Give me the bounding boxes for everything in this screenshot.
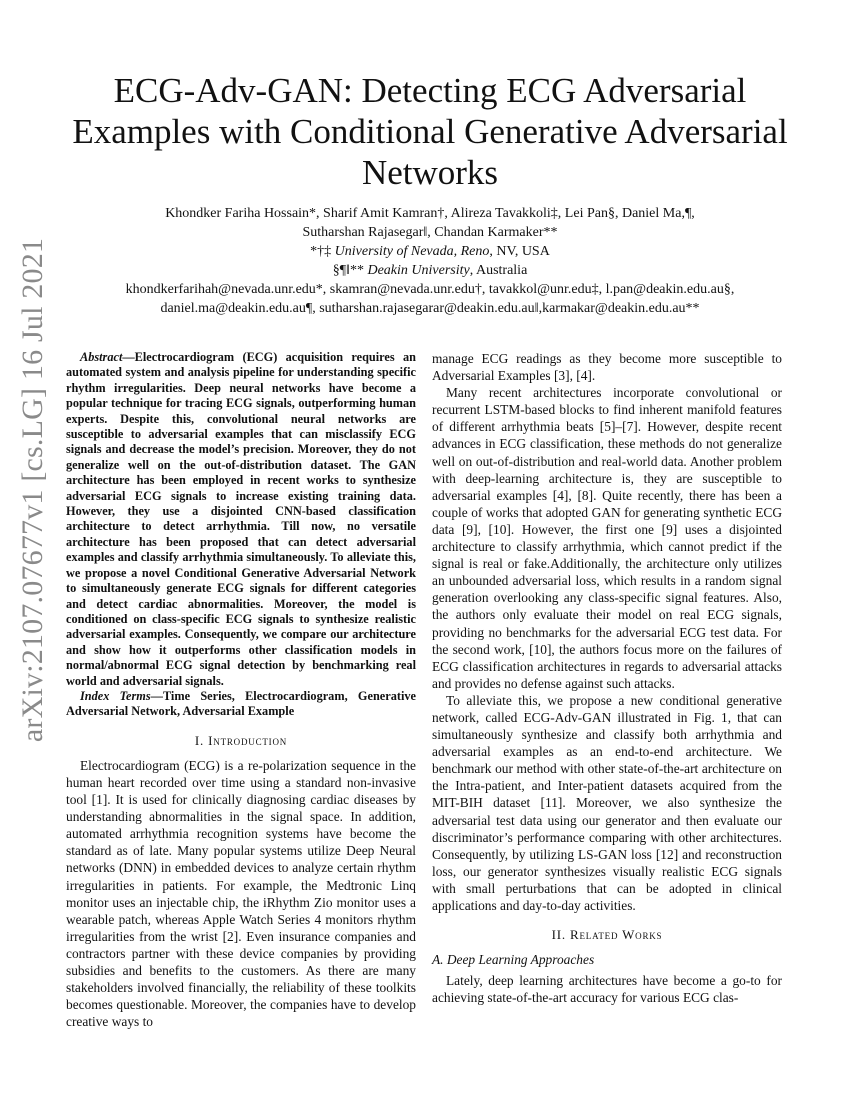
- abstract: [66, 350, 416, 689]
- intro-paragraph-1-continued: manage ECG readings as they become more susceptible to Adversarial Examples [3], [4].: [432, 351, 782, 384]
- left-column: [66, 350, 416, 1030]
- emails-line-1: khondkerfarihah@nevada.unr.edu*, skamran@nevada.unr.edu†, tavakkol@unr.edu‡, l.pan@deakin.edu.au§,: [125, 282, 735, 297]
- paper-title: ECG-Adv-GAN: Detecting ECG Adversarial Examples with Conditional Generative Adversarial Networks: [72, 71, 788, 192]
- index-terms-label: Index Terms: [80, 688, 151, 703]
- author-block: [70, 204, 790, 318]
- abstract-label: Abstract: [80, 350, 123, 364]
- affiliation-1-marks: *†‡: [310, 244, 332, 259]
- arxiv-id-text: arXiv:2107.07677v1 [cs.LG] 16 Jul 2021: [16, 237, 49, 743]
- subsection-heading-deep-learning: A. Deep Learning Approaches: [432, 952, 595, 968]
- affiliation-1: [70, 242, 790, 261]
- authors-line-2: Sutharshan Rajasegar‖, Chandan Karmaker**: [302, 225, 558, 240]
- authors-line-1: Khondker Fariha Hossain*, Sharif Amit Kamran†, Alireza Tavakkoli‡, Lei Pan§, Daniel Ma,¶,: [165, 206, 695, 221]
- affiliation-2-marks: §¶‖**: [332, 263, 364, 278]
- intro-paragraph-2: Many recent architectures incorporate convolutional or recurrent LSTM-based blocks to find inherent manifold features of different arrhythmia beats [5]–[7]. However, despite recent advances in ECG classification, these methods do not generalize well on out-of-distribution and real-world data. Another problem with deep-learning architecture is, they are susceptible to adversarial examples [4], [8]. Quite recently, there has been a couple of works that adopted GAN for generating synthetic ECG data [9], [10]. However, the first one [9] uses a disjointed architecture to classify arrhythmia, which cannot predict if the signal is real or fake.Additionally, the architecture only utilizes an unbounded adversarial loss, which results in a random signal generation overlooking any class-specific signal features. Also, the authors only evaluate their model on real ECG signals, providing no benchmarks for the adversarial ECG test data. For the second work, [10], the authors focus more on the failures of ECG classification architectures in regards to adversarial attacks and provides no defense against such attacks.: [432, 385, 782, 691]
- emails-line-2: daniel.ma@deakin.edu.au¶, sutharshan.rajasegarar@deakin.edu.au‖,karmakar@deakin.edu.au**: [160, 301, 700, 316]
- arxiv-identifier: [8, 237, 58, 743]
- index-terms-text: —Time Series, Electrocardiogram, Generative Adversarial Network, Adversarial Example: [66, 688, 416, 719]
- right-column: [432, 350, 782, 1006]
- abstract-text: —Electrocardiogram (ECG) acquisition requires an automated system and analysis pipeline for understanding specific rhythm irregularities. Deep neural networks have become a popular technique for tracing ECG signals, outperforming human experts. Despite this, convolutional neural networks are susceptible to adversarial examples that can misclassify ECG signals and decrease the model’s precision. Moreover, they do not generalize well on the out-of-distribution dataset. The GAN architecture has been employed in recent works to synthesize adversarial ECG signals to increase existing training data. However, they use a disjointed CNN-based classification architecture to detect arrhythmia. Till now, no versatile architecture has been proposed that can detect adversarial examples and classify arrhythmia simultaneously. To alleviate this, we propose a novel Conditional Generative Adversarial Network to simultaneously generate ECG signals for different categories and detect cardiac abnormalities. Moreover, the model is conditioned on class-specific ECG signals to synthesize realistic adversarial examples. Consequently, we compare our architecture and show how it outperforms other classification models in normal/abnormal ECG signal detection by benchmarking real world and adversarial signals.: [66, 350, 416, 688]
- section-heading-introduction: I. Introduction: [194, 732, 288, 748]
- affiliation-2-location: , Australia: [469, 263, 528, 278]
- affiliation-1-name: University of Nevada, Reno: [334, 244, 490, 259]
- index-terms: [66, 689, 416, 720]
- affiliation-2: [70, 261, 790, 280]
- intro-paragraph-3: To alleviate this, we propose a new conditional generative network, called ECG-Adv-GAN illustrated in Fig. 1, that can simultaneously synthesize and classify both arrhythmia and adversarial examples as an end-to-end architecture. We benchmark our method with other state-of-the-art architecture on the Intra-patient, and Inter-patient datasets acquired from the MIT-BIH dataset [11]. Moreover, we also synthesize the adversarial test data using our generator and then evaluate our discriminator’s performance comparing with other architectures. Consequently, by utilizing LS-GAN loss [12] and reconstruction loss, our generator synthesizes visually realistic ECG signals with small perturbations that can be adopted in clinical applications and day-to-day activities.: [432, 692, 782, 913]
- section-heading-related-works: II. Related Works: [551, 927, 663, 943]
- affiliation-2-name: Deakin University: [367, 263, 470, 278]
- affiliation-1-location: , NV, USA: [489, 244, 550, 259]
- related-paragraph-1: Lately, deep learning architectures have become a go-to for achieving state-of-the-art accuracy for various ECG clas-: [432, 973, 782, 1006]
- intro-paragraph-1: Electrocardiogram (ECG) is a re-polarization sequence in the human heart recorded over time using a standard non-invasive tool [1]. It is used for clinically diagnosing cardiac diseases by understanding abnormalities in the signal space. In addition, automated arrhythmia recognition systems have become the standard as of late. Many popular systems utilize Deep Neural networks (DNN) in embedded devices to analyze certain rhythm irregularities in patients. For example, the Medtronic Linq monitor uses an injectable chip, the iRhythm Zio monitor uses a wearable patch, whereas Apple Watch Series 4 monitors rhythm irregularities from the wrist [2]. Even insurance companies and contractors partner with these device companies by providing subsidies and benefits to the customers. As there are many stakeholders involved financially, the reliability of these toolkits becomes questionable. Moreover, the companies have to develop creative ways to: [66, 757, 416, 1030]
